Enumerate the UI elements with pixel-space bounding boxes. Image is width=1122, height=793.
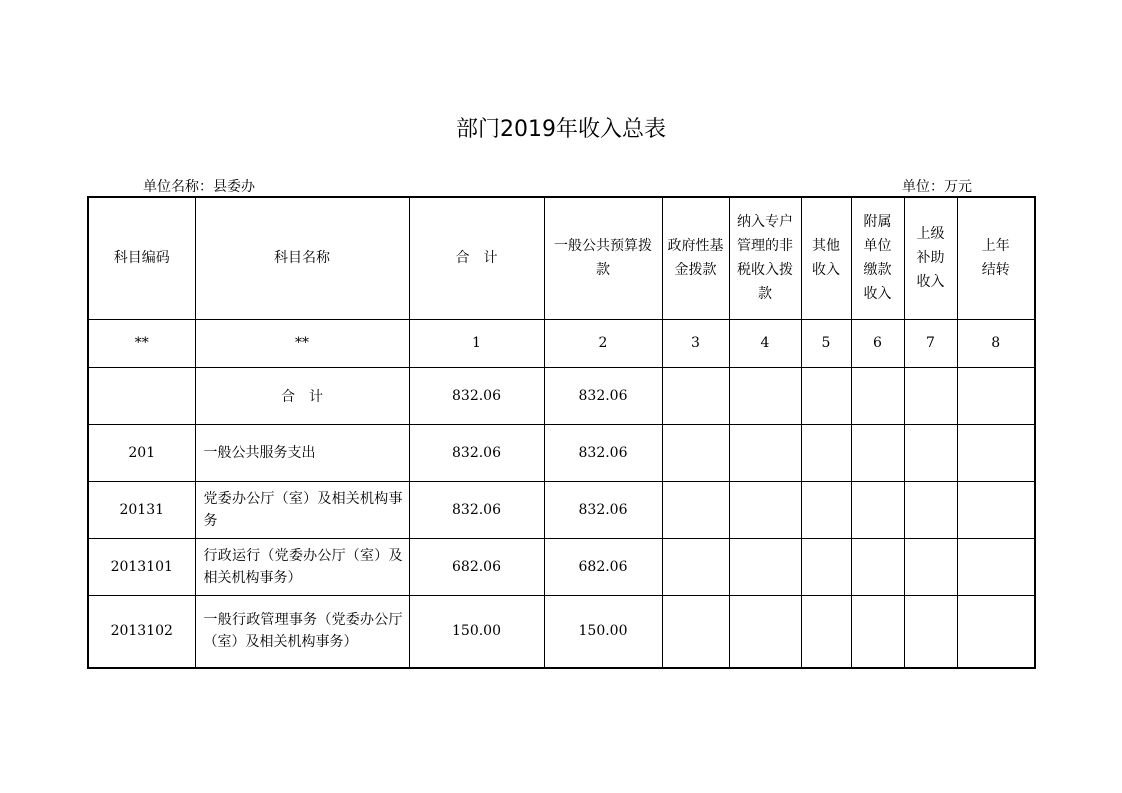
empty-cell [851, 481, 904, 538]
empty-cell [662, 481, 729, 538]
name-cell: 党委办公厅（室）及相关机构事务 [195, 481, 409, 538]
code-cell: 2013102 [88, 595, 195, 668]
empty-cell [851, 538, 904, 595]
empty-cell [729, 424, 801, 481]
general-budget-cell: 832.06 [544, 367, 662, 424]
total-cell: 832.06 [409, 481, 544, 538]
empty-cell [957, 595, 1035, 668]
table-row [88, 367, 1035, 424]
index-row [88, 319, 1035, 367]
empty-cell [904, 481, 957, 538]
table-row [88, 538, 1035, 595]
table-row [88, 595, 1035, 668]
empty-cell [904, 424, 957, 481]
empty-cell [801, 481, 851, 538]
total-cell: 682.06 [409, 538, 544, 595]
empty-cell [851, 424, 904, 481]
header-code: 科目编码 [88, 197, 195, 319]
header-gov-fund: 政府性基金拨款 [662, 197, 729, 319]
empty-cell [851, 595, 904, 668]
empty-cell [904, 595, 957, 668]
index-cell: 1 [409, 319, 544, 367]
name-cell: 一般公共服务支出 [195, 424, 409, 481]
table-row [88, 481, 1035, 538]
header-non-tax: 纳入专户管理的非税收入拨款 [729, 197, 801, 319]
empty-cell [662, 424, 729, 481]
general-budget-cell: 832.06 [544, 424, 662, 481]
index-cell: ** [195, 319, 409, 367]
empty-cell [957, 538, 1035, 595]
header-total: 合 计 [409, 197, 544, 319]
header-other-income: 其他收入 [801, 197, 851, 319]
name-cell: 合 计 [195, 367, 409, 424]
code-cell [88, 367, 195, 424]
general-budget-cell: 682.06 [544, 538, 662, 595]
header-carryover: 上年结转 [957, 197, 1035, 319]
name-cell: 一般行政管理事务（党委办公厅（室）及相关机构事务） [195, 595, 409, 668]
header-name: 科目名称 [195, 197, 409, 319]
empty-cell [729, 481, 801, 538]
index-cell: 6 [851, 319, 904, 367]
empty-cell [729, 538, 801, 595]
unit-name-label: 单位名称：县委办 [143, 179, 255, 195]
empty-cell [729, 595, 801, 668]
empty-cell [957, 367, 1035, 424]
empty-cell [662, 367, 729, 424]
index-cell: 7 [904, 319, 957, 367]
index-cell: ** [88, 319, 195, 367]
table-row [88, 424, 1035, 481]
total-cell: 832.06 [409, 367, 544, 424]
code-cell: 2013101 [88, 538, 195, 595]
empty-cell [904, 367, 957, 424]
index-cell: 5 [801, 319, 851, 367]
page-title: 部门2019年收入总表 [456, 117, 666, 142]
index-cell: 2 [544, 319, 662, 367]
header-row [88, 197, 1035, 319]
total-cell: 150.00 [409, 595, 544, 668]
empty-cell [662, 595, 729, 668]
name-cell: 行政运行（党委办公厅（室）及相关机构事务） [195, 538, 409, 595]
empty-cell [662, 538, 729, 595]
empty-cell [851, 367, 904, 424]
total-cell: 832.06 [409, 424, 544, 481]
header-general-budget: 一般公共预算拨款 [544, 197, 662, 319]
empty-cell [801, 424, 851, 481]
empty-cell [729, 367, 801, 424]
empty-cell [957, 424, 1035, 481]
income-table [87, 196, 1036, 669]
header-affiliated: 附属单位缴款收入 [851, 197, 904, 319]
general-budget-cell: 832.06 [544, 481, 662, 538]
code-cell: 20131 [88, 481, 195, 538]
empty-cell [904, 538, 957, 595]
index-cell: 3 [662, 319, 729, 367]
header-superior-subsidy: 上级补助收入 [904, 197, 957, 319]
index-cell: 8 [957, 319, 1035, 367]
unit-label: 单位：万元 [902, 179, 972, 195]
empty-cell [957, 481, 1035, 538]
empty-cell [801, 367, 851, 424]
code-cell: 201 [88, 424, 195, 481]
empty-cell [801, 538, 851, 595]
empty-cell [801, 595, 851, 668]
index-cell: 4 [729, 319, 801, 367]
general-budget-cell: 150.00 [544, 595, 662, 668]
